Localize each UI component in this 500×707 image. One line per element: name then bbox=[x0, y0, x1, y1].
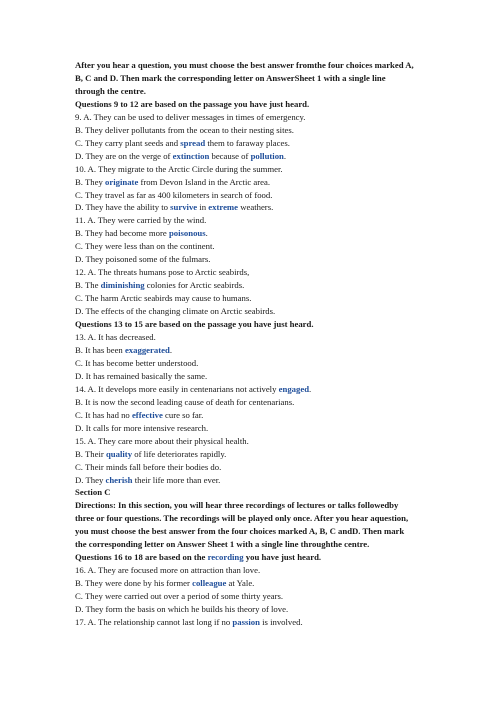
text-segment: C. They were carried out over a period of some thirty years. bbox=[75, 591, 284, 602]
text-line bbox=[75, 474, 430, 487]
text-line bbox=[75, 111, 430, 124]
text-line bbox=[75, 370, 430, 383]
text-segment: 16. A. They are focused more on attraction than love. bbox=[75, 565, 261, 576]
text-segment: B. The bbox=[75, 280, 101, 291]
document-body bbox=[75, 59, 430, 629]
text-segment: Questions 16 to 18 are based on the bbox=[75, 552, 208, 563]
text-segment: C. They travel as far as 400 kilometers in search of food. bbox=[75, 189, 273, 200]
keyword-highlight: originate bbox=[105, 176, 139, 187]
text-segment: After you hear a question, you must choose the best answer fromthe four choices marked A, bbox=[75, 60, 414, 70]
text-segment: at Yale. bbox=[226, 578, 255, 589]
text-line bbox=[75, 590, 430, 603]
text-segment: B. They had become more bbox=[75, 228, 169, 239]
heading-line bbox=[75, 512, 430, 525]
text-line bbox=[75, 240, 430, 253]
text-line bbox=[75, 422, 430, 435]
text-line bbox=[75, 137, 430, 150]
keyword-highlight: extreme bbox=[208, 202, 239, 213]
text-line bbox=[75, 279, 430, 292]
text-segment: B. They deliver pollutants from the ocean to their nesting sites. bbox=[75, 124, 294, 135]
text-segment: B. It is now the second leading cause of death for centenarians. bbox=[75, 396, 295, 407]
text-segment: through the centre. bbox=[75, 85, 146, 96]
text-line bbox=[75, 214, 430, 227]
text-segment: Section C bbox=[75, 487, 111, 498]
keyword-highlight: effective bbox=[131, 409, 163, 420]
text-line bbox=[75, 163, 430, 176]
text-segment: 15. A. They care more about their physical health. bbox=[75, 435, 249, 446]
text-line bbox=[75, 124, 430, 137]
text-segment: 17. A. The relationship cannot last long if no bbox=[75, 616, 233, 627]
heading-line bbox=[75, 499, 430, 512]
text-segment: 9. A. They can be used to deliver messages in times of emergency. bbox=[75, 111, 306, 122]
text-segment: you must choose the best answer from the four choices marked A, B, C andD. Then mark bbox=[75, 526, 405, 537]
text-line bbox=[75, 227, 430, 240]
text-segment: Questions 9 to 12 are based on the passage you have just heard. bbox=[75, 98, 310, 109]
text-segment: C. They were less than on the continent. bbox=[75, 241, 215, 252]
text-segment: . bbox=[169, 344, 172, 355]
text-line bbox=[75, 150, 430, 163]
text-segment: 10. A. They migrate to the Arctic Circle during the summer. bbox=[75, 163, 283, 174]
text-segment: C. Their minds fall before their bodies do. bbox=[75, 461, 222, 472]
keyword-highlight: spread bbox=[180, 137, 206, 148]
text-line bbox=[75, 577, 430, 590]
text-segment: C. It has had no bbox=[75, 409, 132, 420]
text-line bbox=[75, 603, 430, 616]
text-segment: of life deteriorates rapidly. bbox=[132, 448, 227, 459]
heading-line bbox=[75, 525, 430, 538]
text-segment: is involved. bbox=[259, 616, 303, 627]
text-segment: because of bbox=[209, 150, 251, 161]
text-segment: Questions 13 to 15 are based on the passage you have just heard. bbox=[75, 319, 314, 330]
keyword-highlight: pollution bbox=[250, 150, 284, 161]
text-segment: in bbox=[197, 202, 209, 213]
text-line bbox=[75, 383, 430, 396]
text-line bbox=[75, 305, 430, 318]
text-segment: the corresponding letter on Answer Sheet 1 with a single line throughthe centre. bbox=[75, 539, 370, 550]
text-segment: 14. A. It develops more easily in centenarians not actively bbox=[75, 383, 279, 394]
text-line bbox=[75, 201, 430, 214]
heading-line bbox=[75, 59, 430, 72]
text-segment: D. They bbox=[75, 474, 106, 485]
text-segment: B. Their bbox=[75, 448, 106, 459]
text-line bbox=[75, 292, 430, 305]
text-line bbox=[75, 176, 430, 189]
keyword-highlight: passion bbox=[232, 616, 260, 627]
keyword-highlight: poisonous bbox=[168, 228, 206, 239]
text-line bbox=[75, 461, 430, 474]
heading-line bbox=[75, 318, 430, 331]
keyword-highlight: colleague bbox=[192, 578, 227, 589]
keyword-highlight: recording bbox=[207, 552, 244, 563]
text-segment: B. They bbox=[75, 176, 106, 187]
keyword-highlight: quality bbox=[105, 448, 133, 459]
text-line bbox=[75, 344, 430, 357]
text-segment: B, C and D. Then mark the corresponding letter on AnswerSheet 1 with a single line bbox=[75, 72, 386, 83]
text-line bbox=[75, 564, 430, 577]
text-line bbox=[75, 331, 430, 344]
text-segment: . bbox=[205, 228, 208, 239]
text-line bbox=[75, 435, 430, 448]
text-segment: cure so far. bbox=[162, 409, 204, 420]
text-segment: D. They form the basis on which he builds his theory of love. bbox=[75, 604, 289, 615]
text-segment: D. It calls for more intensive research. bbox=[75, 422, 209, 433]
heading-line bbox=[75, 538, 430, 551]
text-line bbox=[75, 409, 430, 422]
text-segment: . bbox=[309, 383, 312, 394]
heading-line bbox=[75, 85, 430, 98]
heading-line bbox=[75, 98, 430, 111]
text-segment: D. The effects of the changing climate on Arctic seabirds. bbox=[75, 306, 276, 317]
text-segment: D. It has remained basically the same. bbox=[75, 370, 208, 381]
text-segment: 12. A. The threats humans pose to Arctic seabirds, bbox=[75, 267, 250, 278]
text-segment: D. They poisoned some of the fulmars. bbox=[75, 254, 211, 265]
text-segment: D. They have the ability to bbox=[75, 202, 171, 213]
text-line bbox=[75, 266, 430, 279]
text-line bbox=[75, 357, 430, 370]
text-segment: three or four questions. The recordings will be played only once. After you hear aquestion, bbox=[75, 513, 409, 524]
text-segment: colonies for Arctic seabirds. bbox=[144, 280, 245, 291]
text-line bbox=[75, 448, 430, 461]
heading-line bbox=[75, 551, 430, 564]
keyword-highlight: engaged bbox=[278, 383, 310, 394]
text-segment: their life more than ever. bbox=[132, 474, 221, 485]
text-line bbox=[75, 189, 430, 202]
text-segment: D. They are on the verge of bbox=[75, 150, 173, 161]
keyword-highlight: exaggerated bbox=[124, 344, 170, 355]
text-segment: B. They were done by his former bbox=[75, 578, 193, 589]
text-segment: B. It has been bbox=[75, 344, 125, 355]
text-segment: 11. A. They were carried by the wind. bbox=[75, 215, 207, 226]
keyword-highlight: diminishing bbox=[100, 280, 145, 291]
text-segment: you have just heard. bbox=[243, 552, 322, 563]
text-segment: C. They carry plant seeds and bbox=[75, 137, 181, 148]
text-line bbox=[75, 253, 430, 266]
keyword-highlight: cherish bbox=[105, 474, 133, 485]
heading-line bbox=[75, 72, 430, 85]
heading-line bbox=[75, 486, 430, 499]
text-segment: 13. A. It has decreased. bbox=[75, 332, 156, 343]
keyword-highlight: extinction bbox=[172, 150, 210, 161]
text-segment: weathers. bbox=[238, 202, 274, 213]
text-segment: . bbox=[283, 150, 287, 161]
keyword-highlight: survive bbox=[170, 202, 198, 213]
text-line bbox=[75, 616, 430, 629]
text-segment: C. It has become better understood. bbox=[75, 357, 199, 368]
text-segment: Directions: In this section, you will hear three recordings of lectures or talks followedby bbox=[75, 500, 399, 511]
text-line bbox=[75, 396, 430, 409]
text-segment: from Devon Island in the Arctic area. bbox=[138, 176, 271, 187]
text-segment: C. The harm Arctic seabirds may cause to humans. bbox=[75, 293, 252, 304]
text-segment: them to faraway places. bbox=[205, 137, 290, 148]
